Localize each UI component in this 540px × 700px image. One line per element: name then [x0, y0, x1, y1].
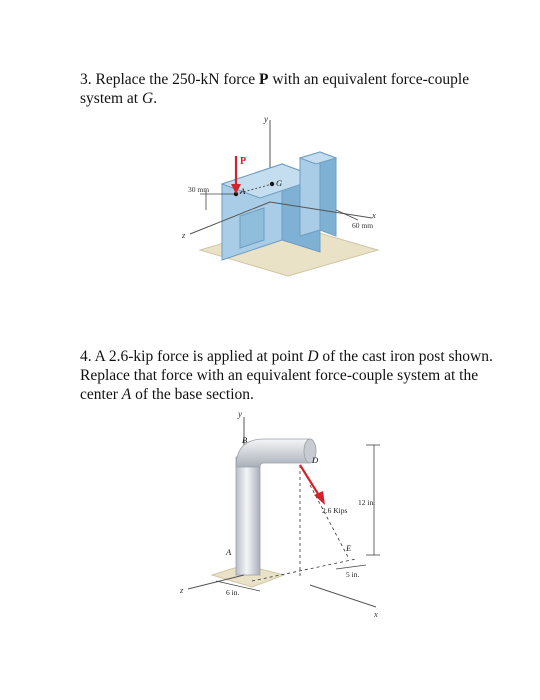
- rear-flange-front: [300, 152, 320, 236]
- label-z: z: [182, 230, 186, 240]
- problem-3-number: 3.: [80, 71, 92, 88]
- problem-4-point-A: A: [121, 386, 132, 403]
- problem-4-figure: [160, 405, 400, 620]
- label-D: D: [312, 455, 319, 465]
- label-P: P: [240, 156, 247, 167]
- label-x: x: [374, 609, 378, 619]
- force-label: 2.6 Kips: [322, 506, 348, 515]
- problem-4-text-a: A 2.6-kip force is applied at point: [94, 348, 308, 365]
- label-E: E: [346, 543, 352, 553]
- cast-iron-post-diagram: [160, 405, 400, 620]
- problem-4-number: 4.: [80, 348, 92, 365]
- problem-3-text-b: with an equivalent force-couple system at: [80, 71, 470, 107]
- label-B: B: [242, 435, 248, 445]
- dim-12-label: 12 in.: [358, 498, 376, 507]
- label-y: y: [238, 409, 242, 419]
- rear-flange-side: [320, 152, 336, 236]
- problem-3-point-symbol: G: [142, 90, 154, 107]
- problem-4-point-D: D: [307, 348, 319, 365]
- dim-5-label: 5 in.: [346, 570, 360, 579]
- problem-3-text-a: Replace the 250-kN force: [95, 71, 260, 88]
- force-arrow-shaft: [300, 465, 320, 497]
- bracket-diagram: [160, 112, 400, 282]
- x-axis: [310, 585, 376, 607]
- problem-3-text-c: .: [153, 90, 158, 107]
- problem-4-text-c: of the base section.: [131, 386, 254, 403]
- problem-3-force-symbol: P: [259, 71, 269, 88]
- label-A: A: [240, 186, 246, 196]
- dim-60-label: 60 mm: [352, 221, 374, 230]
- problem-4-text-b: of the cast iron post shown. Replace that force with an equivalent force-couple system at the center: [80, 348, 493, 403]
- problem-4-statement: [80, 347, 500, 404]
- label-y: y: [264, 114, 268, 124]
- label-G: G: [276, 178, 283, 188]
- dim-6-label: 6 in.: [226, 588, 240, 597]
- dim-30-label: 30 mm: [188, 185, 210, 194]
- problem-3-statement: [80, 70, 500, 108]
- problem-3-figure: [160, 112, 400, 282]
- dim-5-line: [336, 565, 366, 569]
- label-A: A: [226, 547, 232, 557]
- label-x: x: [372, 210, 376, 220]
- label-z: z: [180, 585, 184, 595]
- post-vertical: [236, 457, 260, 575]
